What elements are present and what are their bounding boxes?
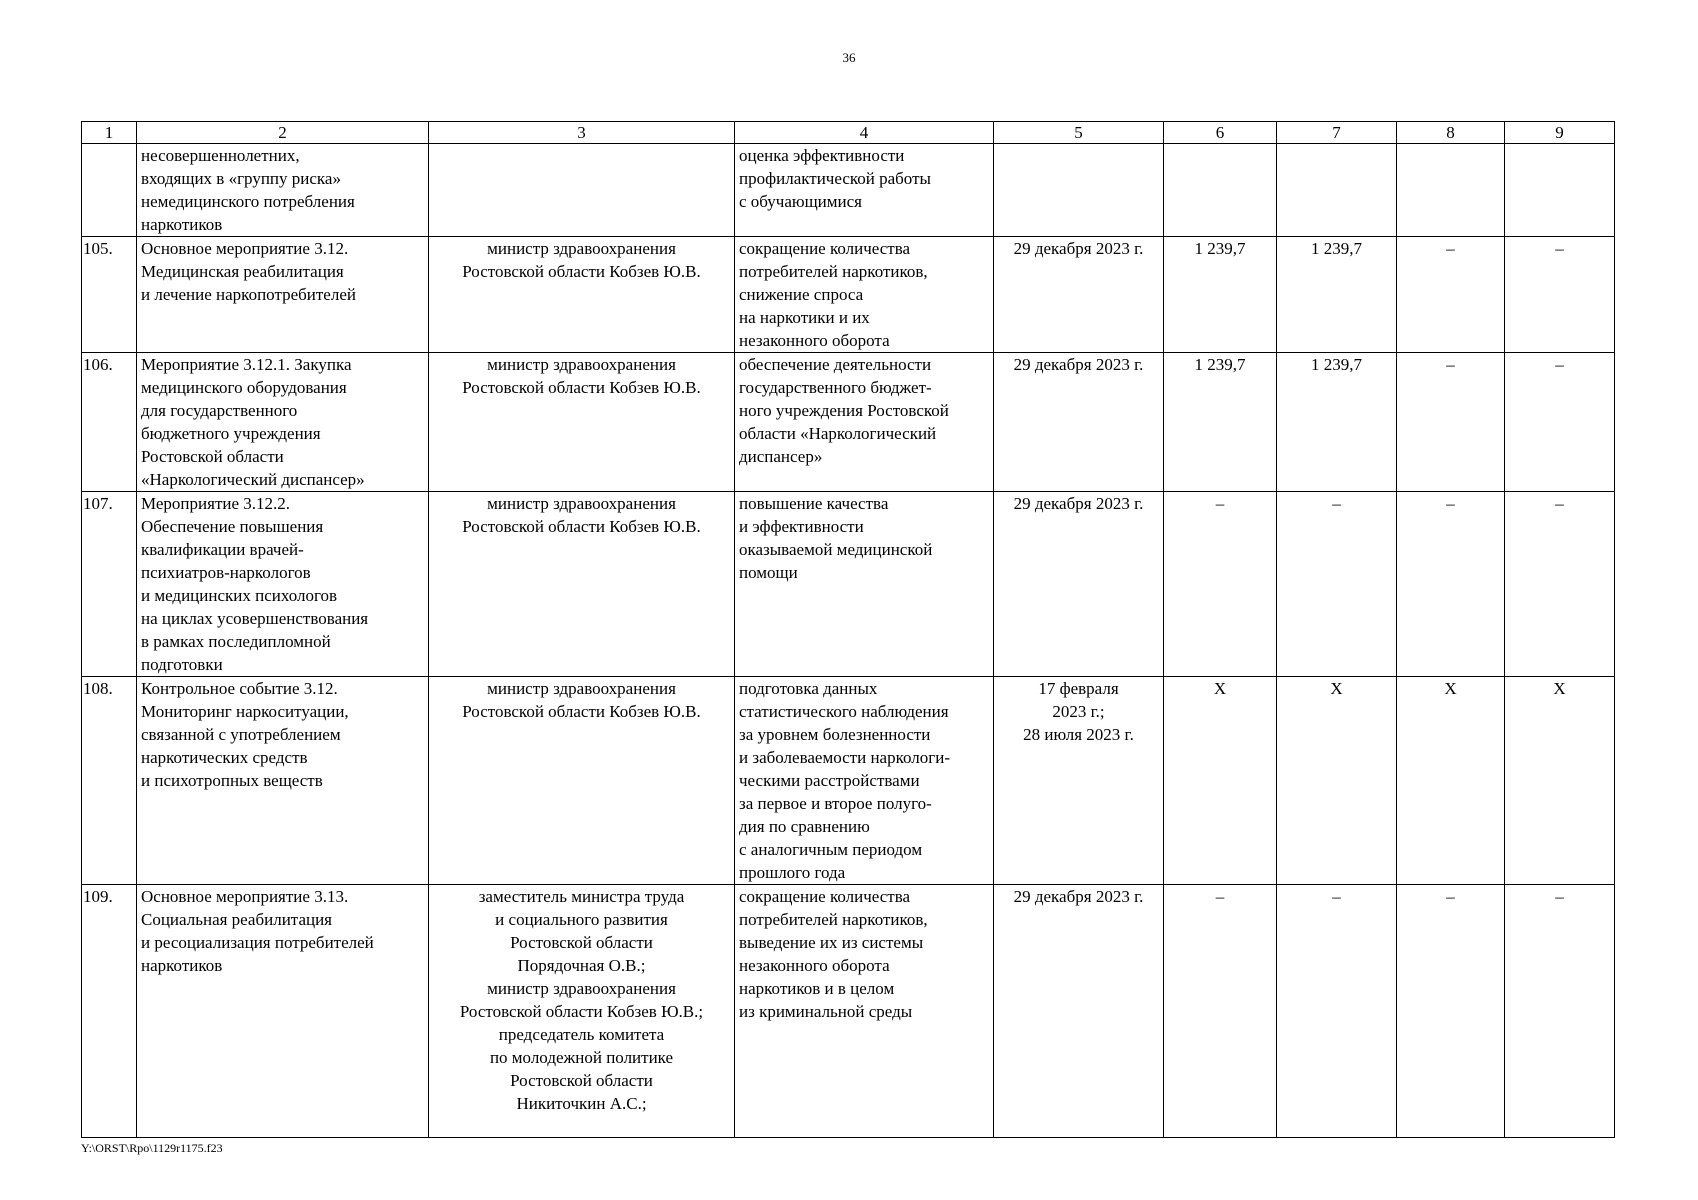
column-header: 7 [1277,122,1397,144]
event-name: несовершеннолетних, входящих в «группу риска» немедицинского потребления наркотиков [137,144,429,237]
value-col-8 [1397,144,1505,237]
value-col-8: – [1397,353,1505,492]
value-col-8: X [1397,677,1505,885]
value-col-6: X [1164,677,1277,885]
value-col-9: – [1505,885,1615,1138]
deadline-date: 29 декабря 2023 г. [994,492,1164,677]
expected-result: повышение качества и эффективности оказываемой медицинской помощи [735,492,994,677]
row-number: 105. [82,237,137,353]
deadline-date [994,144,1164,237]
value-col-7 [1277,144,1397,237]
value-col-7: 1 239,7 [1277,237,1397,353]
row-number [82,144,137,237]
event-name: Основное мероприятие 3.12. Медицинская реабилитация и лечение наркопотребителей [137,237,429,353]
responsible-person: министр здравоохранения Ростовской области Кобзев Ю.В. [429,353,735,492]
value-col-6: 1 239,7 [1164,353,1277,492]
value-col-6 [1164,144,1277,237]
page-number: 36 [842,50,856,65]
value-col-6: – [1164,492,1277,677]
file-path-footer: Y:\ORST\Rpo\1129r1175.f23 [81,1141,223,1155]
value-col-7: – [1277,885,1397,1138]
value-col-7: – [1277,492,1397,677]
table-row [82,353,1615,492]
value-col-8: – [1397,492,1505,677]
column-header: 9 [1505,122,1615,144]
responsible-person: министр здравоохранения Ростовской области Кобзев Ю.В. [429,237,735,353]
column-header: 6 [1164,122,1277,144]
responsible-person: министр здравоохранения Ростовской области Кобзев Ю.В. [429,677,735,885]
expected-result: сокращение количества потребителей наркотиков, снижение спроса на наркотики и их незаконного оборота [735,237,994,353]
expected-result: обеспечение деятельности государственного бюджет- ного учреждения Ростовской области «Наркологический диспансер» [735,353,994,492]
table-row [82,677,1615,885]
column-header: 1 [82,122,137,144]
value-col-9 [1505,144,1615,237]
activities-table [81,121,1615,1138]
row-number: 108. [82,677,137,885]
event-name: Мероприятие 3.12.2. Обеспечение повышения квалификации врачей- психиатров-наркологов и медицинских психологов на циклах усовершенствования в рамках последипломной подготовки [137,492,429,677]
deadline-date: 29 декабря 2023 г. [994,353,1164,492]
table-row [82,492,1615,677]
row-number: 107. [82,492,137,677]
row-number: 106. [82,353,137,492]
event-name: Мероприятие 3.12.1. Закупка медицинского оборудования для государственного бюджетного учреждения Ростовской области «Наркологический диспансер» [137,353,429,492]
event-name: Контрольное событие 3.12. Мониторинг наркоситуации, связанной с употреблением наркотических средств и психотропных веществ [137,677,429,885]
table-row [82,237,1615,353]
column-header: 2 [137,122,429,144]
row-number: 109. [82,885,137,1138]
table-row [82,144,1615,237]
expected-result: подготовка данных статистического наблюдения за уровнем болезненности и заболеваемости наркологи- ческими расстройствами за первое и второе полуго- дия по сравнению с аналогичным периодом прошлого года [735,677,994,885]
value-col-6: 1 239,7 [1164,237,1277,353]
value-col-9: X [1505,677,1615,885]
deadline-date: 29 декабря 2023 г. [994,237,1164,353]
event-name: Основное мероприятие 3.13. Социальная реабилитация и ресоциализация потребителей наркотиков [137,885,429,1138]
value-col-7: 1 239,7 [1277,353,1397,492]
value-col-7: X [1277,677,1397,885]
value-col-9: – [1505,237,1615,353]
deadline-date: 29 декабря 2023 г. [994,885,1164,1138]
expected-result: сокращение количества потребителей наркотиков, выведение их из системы незаконного оборота наркотиков и в целом из криминальной среды [735,885,994,1138]
deadline-date: 17 февраля 2023 г.; 28 июля 2023 г. [994,677,1164,885]
column-header: 8 [1397,122,1505,144]
value-col-9: – [1505,353,1615,492]
column-header: 5 [994,122,1164,144]
responsible-person: министр здравоохранения Ростовской области Кобзев Ю.В. [429,492,735,677]
expected-result: оценка эффективности профилактической работы с обучающимися [735,144,994,237]
value-col-9: – [1505,492,1615,677]
column-number-header-row [82,122,1615,144]
responsible-person: заместитель министра труда и социального развития Ростовской области Порядочная О.В.; министр здравоохранения Ростовской области Кобзев Ю.В.; председатель комитета по молодежной политике Ростовской области Никиточкин А.С.; [429,885,735,1138]
column-header: 4 [735,122,994,144]
table-row [82,885,1615,1138]
column-header: 3 [429,122,735,144]
responsible-person [429,144,735,237]
value-col-8: – [1397,885,1505,1138]
value-col-8: – [1397,237,1505,353]
value-col-6: – [1164,885,1277,1138]
